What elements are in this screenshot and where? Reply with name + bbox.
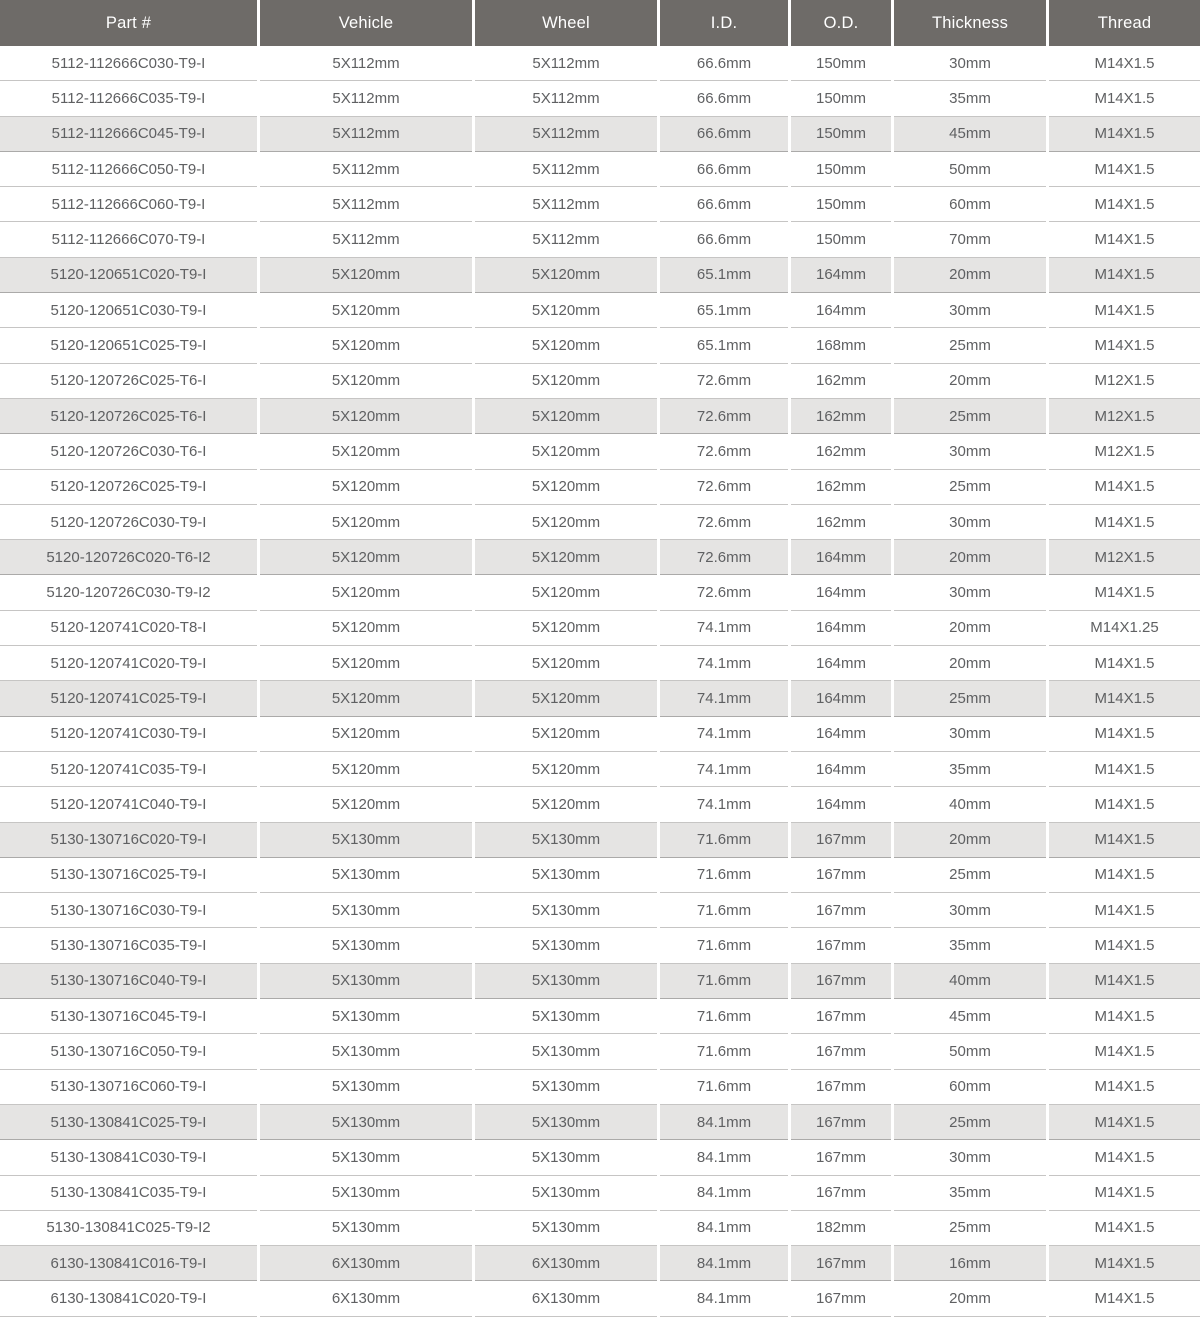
cell-od: 150mm [791, 117, 891, 152]
cell-id: 72.6mm [660, 364, 788, 399]
cell-id: 72.6mm [660, 505, 788, 540]
cell-wheel: 5X120mm [475, 717, 657, 752]
cell-thread: M14X1.5 [1049, 328, 1200, 363]
cell-part: 5130-130841C025-T9-I [0, 1105, 257, 1140]
table-row [0, 964, 1200, 999]
cell-part: 5120-120741C020-T9-I [0, 646, 257, 681]
table-row [0, 858, 1200, 893]
cell-thread: M14X1.5 [1049, 187, 1200, 222]
cell-part: 5130-130716C030-T9-I [0, 893, 257, 928]
cell-thread: M14X1.5 [1049, 1176, 1200, 1211]
cell-od: 162mm [791, 434, 891, 469]
cell-vehicle: 5X112mm [260, 46, 472, 81]
cell-od: 150mm [791, 46, 891, 81]
cell-thread: M14X1.5 [1049, 46, 1200, 81]
cell-wheel: 5X120mm [475, 540, 657, 575]
cell-id: 84.1mm [660, 1211, 788, 1246]
cell-thread: M14X1.5 [1049, 222, 1200, 257]
cell-vehicle: 5X112mm [260, 152, 472, 187]
table-row [0, 399, 1200, 434]
cell-thickness: 35mm [894, 928, 1046, 963]
cell-vehicle: 5X130mm [260, 1211, 472, 1246]
cell-od: 182mm [791, 1211, 891, 1246]
cell-thread: M14X1.5 [1049, 928, 1200, 963]
cell-thickness: 30mm [894, 434, 1046, 469]
cell-part: 5112-112666C030-T9-I [0, 46, 257, 81]
cell-wheel: 5X130mm [475, 999, 657, 1034]
cell-wheel: 6X130mm [475, 1246, 657, 1281]
cell-vehicle: 5X130mm [260, 858, 472, 893]
cell-wheel: 5X112mm [475, 152, 657, 187]
cell-wheel: 5X130mm [475, 893, 657, 928]
cell-thread: M14X1.5 [1049, 752, 1200, 787]
cell-thickness: 60mm [894, 187, 1046, 222]
cell-thread: M14X1.5 [1049, 787, 1200, 822]
table-row [0, 787, 1200, 822]
column-header-wheel: Wheel [475, 0, 657, 46]
cell-part: 5130-130716C050-T9-I [0, 1034, 257, 1069]
cell-thread: M14X1.5 [1049, 646, 1200, 681]
cell-thread: M14X1.5 [1049, 823, 1200, 858]
cell-wheel: 6X130mm [475, 1281, 657, 1316]
cell-part: 5120-120741C020-T8-I [0, 611, 257, 646]
cell-id: 74.1mm [660, 752, 788, 787]
cell-thread: M12X1.5 [1049, 540, 1200, 575]
cell-id: 84.1mm [660, 1281, 788, 1316]
cell-thickness: 16mm [894, 1246, 1046, 1281]
table-row [0, 152, 1200, 187]
cell-vehicle: 5X120mm [260, 328, 472, 363]
cell-wheel: 5X130mm [475, 1105, 657, 1140]
column-header-vehicle: Vehicle [260, 0, 472, 46]
cell-thickness: 70mm [894, 222, 1046, 257]
cell-thread: M14X1.5 [1049, 681, 1200, 716]
cell-id: 66.6mm [660, 81, 788, 116]
cell-id: 66.6mm [660, 187, 788, 222]
table-row [0, 928, 1200, 963]
cell-od: 164mm [791, 646, 891, 681]
cell-part: 5120-120741C030-T9-I [0, 717, 257, 752]
cell-part: 5130-130716C060-T9-I [0, 1070, 257, 1105]
cell-vehicle: 5X120mm [260, 787, 472, 822]
cell-wheel: 5X130mm [475, 964, 657, 999]
table-row [0, 1211, 1200, 1246]
cell-part: 5112-112666C045-T9-I [0, 117, 257, 152]
cell-id: 71.6mm [660, 1070, 788, 1105]
cell-vehicle: 5X130mm [260, 999, 472, 1034]
cell-od: 167mm [791, 1070, 891, 1105]
cell-thickness: 20mm [894, 611, 1046, 646]
cell-od: 167mm [791, 1281, 891, 1316]
cell-vehicle: 5X120mm [260, 717, 472, 752]
cell-vehicle: 5X120mm [260, 681, 472, 716]
cell-thickness: 30mm [894, 893, 1046, 928]
cell-od: 150mm [791, 222, 891, 257]
table-row [0, 328, 1200, 363]
cell-vehicle: 5X112mm [260, 81, 472, 116]
table-row [0, 81, 1200, 116]
table-row [0, 293, 1200, 328]
cell-thickness: 20mm [894, 540, 1046, 575]
cell-od: 162mm [791, 505, 891, 540]
cell-id: 66.6mm [660, 46, 788, 81]
cell-part: 5120-120651C025-T9-I [0, 328, 257, 363]
cell-thickness: 25mm [894, 1105, 1046, 1140]
cell-wheel: 5X112mm [475, 46, 657, 81]
cell-thread: M14X1.5 [1049, 505, 1200, 540]
cell-vehicle: 5X130mm [260, 1070, 472, 1105]
cell-vehicle: 5X130mm [260, 1034, 472, 1069]
cell-od: 167mm [791, 1176, 891, 1211]
cell-od: 164mm [791, 540, 891, 575]
cell-id: 71.6mm [660, 858, 788, 893]
cell-vehicle: 5X120mm [260, 399, 472, 434]
cell-thread: M14X1.5 [1049, 893, 1200, 928]
cell-id: 65.1mm [660, 293, 788, 328]
cell-od: 164mm [791, 681, 891, 716]
cell-part: 5120-120726C030-T9-I [0, 505, 257, 540]
cell-part: 5130-130716C045-T9-I [0, 999, 257, 1034]
cell-id: 74.1mm [660, 611, 788, 646]
cell-vehicle: 5X112mm [260, 187, 472, 222]
cell-thread: M14X1.5 [1049, 293, 1200, 328]
cell-part: 5112-112666C050-T9-I [0, 152, 257, 187]
cell-part: 5120-120741C040-T9-I [0, 787, 257, 822]
cell-thickness: 35mm [894, 1176, 1046, 1211]
cell-part: 5130-130716C040-T9-I [0, 964, 257, 999]
table-row [0, 823, 1200, 858]
cell-id: 74.1mm [660, 646, 788, 681]
cell-wheel: 5X112mm [475, 187, 657, 222]
cell-thread: M14X1.25 [1049, 611, 1200, 646]
cell-od: 164mm [791, 293, 891, 328]
cell-wheel: 5X120mm [475, 787, 657, 822]
cell-wheel: 5X130mm [475, 1070, 657, 1105]
cell-id: 72.6mm [660, 399, 788, 434]
cell-thickness: 45mm [894, 117, 1046, 152]
cell-thickness: 30mm [894, 505, 1046, 540]
cell-part: 5120-120726C025-T6-I [0, 399, 257, 434]
cell-vehicle: 5X130mm [260, 928, 472, 963]
cell-vehicle: 5X130mm [260, 1140, 472, 1175]
cell-part: 5112-112666C035-T9-I [0, 81, 257, 116]
table-row [0, 611, 1200, 646]
table-row [0, 46, 1200, 81]
cell-wheel: 5X120mm [475, 646, 657, 681]
cell-vehicle: 5X130mm [260, 964, 472, 999]
cell-vehicle: 5X120mm [260, 293, 472, 328]
cell-thickness: 30mm [894, 1140, 1046, 1175]
cell-thickness: 60mm [894, 1070, 1046, 1105]
column-header-thickness: Thickness [894, 0, 1046, 46]
cell-wheel: 5X112mm [475, 81, 657, 116]
cell-id: 84.1mm [660, 1176, 788, 1211]
cell-id: 71.6mm [660, 928, 788, 963]
cell-vehicle: 5X120mm [260, 434, 472, 469]
cell-thread: M14X1.5 [1049, 117, 1200, 152]
cell-id: 84.1mm [660, 1246, 788, 1281]
cell-thickness: 25mm [894, 681, 1046, 716]
cell-thread: M14X1.5 [1049, 81, 1200, 116]
cell-thickness: 20mm [894, 1281, 1046, 1316]
table-row [0, 1246, 1200, 1281]
cell-od: 150mm [791, 187, 891, 222]
cell-part: 5120-120741C025-T9-I [0, 681, 257, 716]
cell-part: 5120-120726C020-T6-I2 [0, 540, 257, 575]
table-row [0, 505, 1200, 540]
cell-od: 167mm [791, 928, 891, 963]
cell-id: 72.6mm [660, 434, 788, 469]
cell-thickness: 25mm [894, 470, 1046, 505]
cell-thickness: 45mm [894, 999, 1046, 1034]
cell-part: 5120-120741C035-T9-I [0, 752, 257, 787]
table-row [0, 893, 1200, 928]
cell-vehicle: 5X112mm [260, 117, 472, 152]
table-row [0, 1281, 1200, 1316]
cell-od: 168mm [791, 328, 891, 363]
cell-vehicle: 5X130mm [260, 823, 472, 858]
cell-wheel: 5X120mm [475, 364, 657, 399]
cell-od: 164mm [791, 717, 891, 752]
cell-thickness: 20mm [894, 258, 1046, 293]
cell-wheel: 5X120mm [475, 611, 657, 646]
cell-id: 71.6mm [660, 823, 788, 858]
cell-wheel: 5X120mm [475, 328, 657, 363]
cell-wheel: 5X120mm [475, 505, 657, 540]
cell-id: 65.1mm [660, 328, 788, 363]
cell-vehicle: 5X120mm [260, 364, 472, 399]
table-row [0, 187, 1200, 222]
cell-part: 5120-120726C030-T6-I [0, 434, 257, 469]
cell-id: 72.6mm [660, 540, 788, 575]
column-header-part: Part # [0, 0, 257, 46]
cell-wheel: 5X130mm [475, 1140, 657, 1175]
cell-wheel: 5X130mm [475, 1034, 657, 1069]
cell-thickness: 40mm [894, 787, 1046, 822]
cell-od: 164mm [791, 575, 891, 610]
cell-thread: M14X1.5 [1049, 1211, 1200, 1246]
cell-part: 5130-130716C020-T9-I [0, 823, 257, 858]
cell-id: 66.6mm [660, 117, 788, 152]
cell-vehicle: 5X120mm [260, 258, 472, 293]
cell-id: 74.1mm [660, 787, 788, 822]
cell-part: 5120-120726C025-T6-I [0, 364, 257, 399]
column-header-id: I.D. [660, 0, 788, 46]
cell-part: 5120-120651C030-T9-I [0, 293, 257, 328]
table-body [0, 46, 1200, 1317]
cell-id: 74.1mm [660, 681, 788, 716]
cell-wheel: 5X112mm [475, 117, 657, 152]
cell-wheel: 5X130mm [475, 928, 657, 963]
cell-od: 164mm [791, 258, 891, 293]
cell-part: 5120-120726C025-T9-I [0, 470, 257, 505]
cell-vehicle: 5X120mm [260, 611, 472, 646]
cell-thickness: 50mm [894, 1034, 1046, 1069]
cell-od: 162mm [791, 364, 891, 399]
cell-part: 5120-120726C030-T9-I2 [0, 575, 257, 610]
cell-od: 150mm [791, 81, 891, 116]
cell-thread: M14X1.5 [1049, 1281, 1200, 1316]
table-row [0, 575, 1200, 610]
cell-thread: M14X1.5 [1049, 1140, 1200, 1175]
cell-thickness: 50mm [894, 152, 1046, 187]
cell-vehicle: 5X120mm [260, 470, 472, 505]
cell-thread: M14X1.5 [1049, 1070, 1200, 1105]
table-header-row [0, 0, 1200, 46]
cell-od: 167mm [791, 1105, 891, 1140]
cell-thickness: 30mm [894, 717, 1046, 752]
cell-od: 167mm [791, 823, 891, 858]
cell-od: 164mm [791, 787, 891, 822]
cell-id: 66.6mm [660, 222, 788, 257]
cell-part: 5120-120651C020-T9-I [0, 258, 257, 293]
cell-od: 167mm [791, 1246, 891, 1281]
cell-thread: M12X1.5 [1049, 434, 1200, 469]
cell-thread: M14X1.5 [1049, 152, 1200, 187]
cell-part: 5112-112666C060-T9-I [0, 187, 257, 222]
cell-vehicle: 5X112mm [260, 222, 472, 257]
cell-thread: M14X1.5 [1049, 717, 1200, 752]
column-header-thread: Thread [1049, 0, 1200, 46]
cell-id: 71.6mm [660, 1034, 788, 1069]
cell-id: 66.6mm [660, 152, 788, 187]
table-row [0, 752, 1200, 787]
cell-id: 71.6mm [660, 893, 788, 928]
cell-wheel: 5X130mm [475, 1211, 657, 1246]
cell-thickness: 25mm [894, 1211, 1046, 1246]
cell-vehicle: 5X120mm [260, 540, 472, 575]
table-row [0, 364, 1200, 399]
cell-id: 84.1mm [660, 1140, 788, 1175]
cell-part: 5130-130841C030-T9-I [0, 1140, 257, 1175]
cell-wheel: 5X120mm [475, 575, 657, 610]
cell-od: 167mm [791, 893, 891, 928]
cell-vehicle: 6X130mm [260, 1246, 472, 1281]
cell-od: 164mm [791, 752, 891, 787]
cell-thread: M14X1.5 [1049, 1034, 1200, 1069]
table-row [0, 646, 1200, 681]
cell-thickness: 30mm [894, 575, 1046, 610]
cell-wheel: 5X120mm [475, 470, 657, 505]
cell-part: 5130-130841C025-T9-I2 [0, 1211, 257, 1246]
cell-thread: M12X1.5 [1049, 399, 1200, 434]
cell-od: 167mm [791, 1140, 891, 1175]
cell-od: 162mm [791, 470, 891, 505]
cell-od: 167mm [791, 964, 891, 999]
cell-thread: M14X1.5 [1049, 964, 1200, 999]
cell-wheel: 5X120mm [475, 434, 657, 469]
cell-vehicle: 6X130mm [260, 1281, 472, 1316]
table-row [0, 222, 1200, 257]
cell-wheel: 5X120mm [475, 258, 657, 293]
cell-thickness: 35mm [894, 752, 1046, 787]
cell-vehicle: 5X130mm [260, 1176, 472, 1211]
cell-vehicle: 5X130mm [260, 893, 472, 928]
table-row [0, 1070, 1200, 1105]
cell-part: 5112-112666C070-T9-I [0, 222, 257, 257]
table-row [0, 1140, 1200, 1175]
cell-vehicle: 5X120mm [260, 646, 472, 681]
cell-wheel: 5X112mm [475, 222, 657, 257]
cell-thickness: 25mm [894, 858, 1046, 893]
cell-wheel: 5X120mm [475, 399, 657, 434]
cell-wheel: 5X120mm [475, 681, 657, 716]
table-row [0, 117, 1200, 152]
cell-thread: M14X1.5 [1049, 575, 1200, 610]
cell-vehicle: 5X120mm [260, 752, 472, 787]
table-row [0, 1176, 1200, 1211]
cell-thread: M14X1.5 [1049, 858, 1200, 893]
cell-id: 71.6mm [660, 999, 788, 1034]
cell-id: 72.6mm [660, 575, 788, 610]
cell-vehicle: 5X130mm [260, 1105, 472, 1140]
cell-od: 167mm [791, 858, 891, 893]
cell-thread: M12X1.5 [1049, 364, 1200, 399]
cell-thickness: 20mm [894, 364, 1046, 399]
cell-thickness: 35mm [894, 81, 1046, 116]
cell-vehicle: 5X120mm [260, 505, 472, 540]
cell-thickness: 20mm [894, 646, 1046, 681]
cell-part: 5130-130716C025-T9-I [0, 858, 257, 893]
cell-thickness: 25mm [894, 399, 1046, 434]
cell-id: 65.1mm [660, 258, 788, 293]
cell-part: 5130-130716C035-T9-I [0, 928, 257, 963]
cell-thickness: 20mm [894, 823, 1046, 858]
table-row [0, 681, 1200, 716]
cell-od: 167mm [791, 1034, 891, 1069]
cell-wheel: 5X120mm [475, 293, 657, 328]
cell-id: 72.6mm [660, 470, 788, 505]
cell-id: 74.1mm [660, 717, 788, 752]
cell-thread: M14X1.5 [1049, 999, 1200, 1034]
cell-thread: M14X1.5 [1049, 1105, 1200, 1140]
cell-part: 5130-130841C035-T9-I [0, 1176, 257, 1211]
cell-id: 84.1mm [660, 1105, 788, 1140]
cell-od: 164mm [791, 611, 891, 646]
table-row [0, 258, 1200, 293]
cell-od: 167mm [791, 999, 891, 1034]
column-header-od: O.D. [791, 0, 891, 46]
cell-part: 6130-130841C016-T9-I [0, 1246, 257, 1281]
table-row [0, 999, 1200, 1034]
cell-id: 71.6mm [660, 964, 788, 999]
cell-thickness: 30mm [894, 293, 1046, 328]
cell-od: 162mm [791, 399, 891, 434]
cell-thickness: 25mm [894, 328, 1046, 363]
cell-thickness: 40mm [894, 964, 1046, 999]
table-row [0, 1105, 1200, 1140]
table-row [0, 434, 1200, 469]
cell-thread: M14X1.5 [1049, 470, 1200, 505]
cell-vehicle: 5X120mm [260, 575, 472, 610]
cell-wheel: 5X130mm [475, 823, 657, 858]
cell-od: 150mm [791, 152, 891, 187]
cell-wheel: 5X130mm [475, 858, 657, 893]
table-row [0, 1034, 1200, 1069]
cell-part: 6130-130841C020-T9-I [0, 1281, 257, 1316]
cell-thread: M14X1.5 [1049, 258, 1200, 293]
cell-thickness: 30mm [894, 46, 1046, 81]
cell-wheel: 5X130mm [475, 1176, 657, 1211]
table-row [0, 717, 1200, 752]
cell-wheel: 5X120mm [475, 752, 657, 787]
cell-thread: M14X1.5 [1049, 1246, 1200, 1281]
table-row [0, 470, 1200, 505]
table-row [0, 540, 1200, 575]
